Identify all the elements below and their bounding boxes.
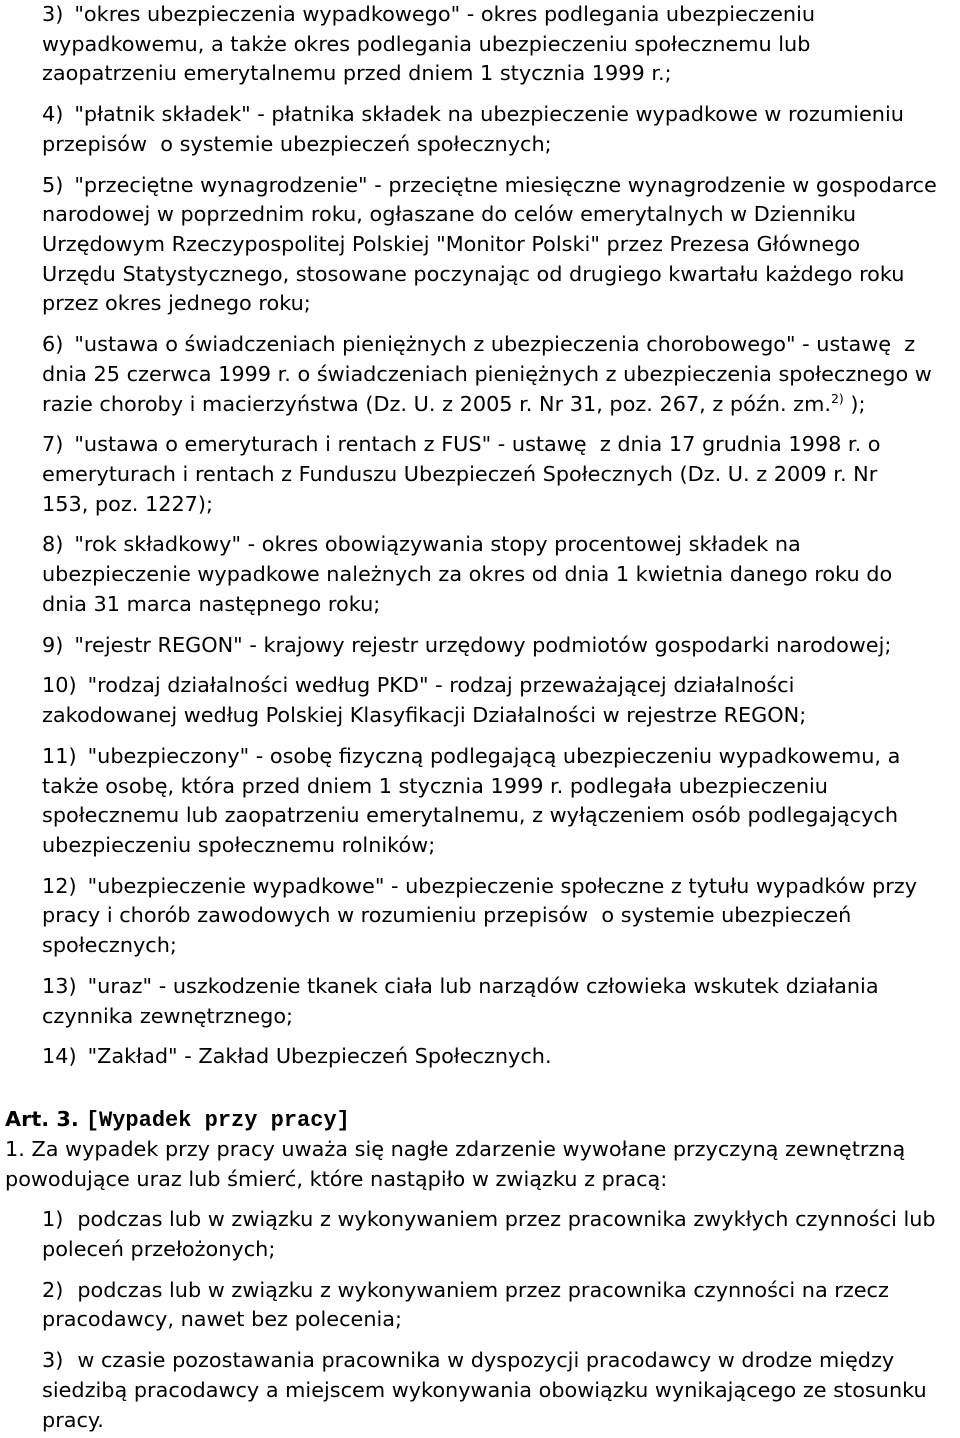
definition-line (42, 330, 960, 360)
definition-text: "rejestr REGON" - krajowy rejestr urzędowy podmiotów gospodarki narodowej; (74, 632, 892, 657)
definition-item (42, 631, 960, 672)
definition-item (42, 972, 960, 1042)
definition-text: razie choroby i macierzyństwa (Dz. U. z 2005 r. Nr 31, poz. 267, z późn. zm. (42, 391, 831, 416)
definition-line (42, 872, 960, 902)
article-3 (0, 1083, 960, 1435)
definition-line (42, 460, 960, 490)
definition-line (42, 801, 960, 831)
definition-item (42, 530, 960, 630)
definition-number: 8) (42, 532, 64, 557)
definition-line (42, 100, 960, 130)
definition-line (42, 200, 960, 230)
definition-line (42, 590, 960, 620)
footnote-reference: 2) (830, 390, 844, 406)
definition-text: "ubezpieczenie wypadkowe" - ubezpieczenie społeczne z tytułu wypadków przy (87, 873, 917, 898)
definition-number: 4) (42, 102, 64, 127)
definition-line (42, 701, 960, 731)
definition-line (42, 831, 960, 861)
definition-text: dnia 25 czerwca 1999 r. o świadczeniach pieniężnych z ubezpieczenia społecznego w (42, 361, 932, 386)
definition-line (42, 30, 960, 60)
definition-line (42, 1042, 960, 1072)
article-point-text: w czasie pozostawania pracownika w dyspozycji pracodawcy w drodze między (77, 1348, 895, 1373)
definition-line (42, 671, 960, 701)
definition-line (42, 1002, 960, 1032)
article-point-item (42, 1276, 960, 1346)
definition-line (42, 631, 960, 661)
definition-line (42, 59, 960, 89)
paragraph-line (5, 1135, 960, 1165)
definition-item (42, 1042, 960, 1083)
definition-text: przepisów o systemie ubezpieczeń społecznych; (42, 131, 552, 156)
article-point-item (42, 1346, 960, 1435)
article-point-text: pracodawcy, nawet bez polecenia; (42, 1307, 403, 1332)
definition-line (42, 430, 960, 460)
definition-text: także osobę, która przed dniem 1 stycznia 1999 r. podlegała ubezpieczeniu (42, 773, 828, 798)
article-number: Art. 3. (5, 1107, 79, 1132)
article-point-number: 1) (42, 1207, 64, 1232)
definition-item (42, 742, 960, 872)
definition-text: "okres ubezpieczenia wypadkowego" - okres podlegania ubezpieczeniu (74, 2, 816, 26)
definition-item (42, 330, 960, 430)
definition-line (42, 560, 960, 590)
definition-text: ); (843, 391, 866, 416)
definition-number: 9) (42, 632, 64, 657)
definition-text: ubezpieczenie wypadkowe należnych za okres od dnia 1 kwietnia danego roku do (42, 562, 893, 587)
article-point-number: 3) (42, 1348, 64, 1373)
article-point-line (42, 1346, 960, 1376)
definition-text: 153, poz. 1227); (42, 491, 214, 516)
definition-text: "Zakład" - Zakład Ubezpieczeń Społecznych. (87, 1044, 552, 1069)
definition-text: przez okres jednego roku; (42, 291, 311, 316)
definition-text: emeryturach i rentach z Funduszu Ubezpieczeń Społecznych (Dz. U. z 2009 r. Nr (42, 462, 878, 486)
article-points-list (0, 1205, 960, 1435)
definition-item (42, 171, 960, 331)
definition-number: 5) (42, 172, 64, 197)
definition-text: pracy i chorób zawodowych w rozumieniu przepisów o systemie ubezpieczeń (42, 903, 852, 928)
article-point-line (42, 1205, 960, 1235)
definition-line (42, 171, 960, 201)
definition-line (42, 931, 960, 961)
definition-line (42, 490, 960, 520)
definition-text: społecznemu lub zaopatrzeniu emerytalnemu, z wyłączeniem osób podlegających (42, 803, 899, 828)
article-point-number: 2) (42, 1277, 64, 1302)
definition-text: społecznych; (42, 933, 177, 958)
definition-line (42, 0, 960, 30)
paragraph-text: 1. Za wypadek przy pracy uważa się nagłe zdarzenie wywołane przyczyną zewnętrzną (5, 1136, 906, 1161)
definition-line (42, 230, 960, 260)
definition-line (42, 530, 960, 560)
definition-line (42, 901, 960, 931)
definition-line (42, 390, 960, 420)
article-point-line (42, 1276, 960, 1306)
definition-text: zaopatrzeniu emerytalnemu przed dniem 1 stycznia 1999 r.; (42, 61, 672, 86)
definition-item (42, 430, 960, 530)
article-point-text: poleceń przełożonych; (42, 1236, 276, 1261)
article-title: [Wypadek przy pracy] (85, 1108, 350, 1134)
definition-number: 7) (42, 432, 64, 457)
definition-item (42, 100, 960, 170)
definition-text: Urzędu Statystycznego, stosowane poczynając od drugiego kwartału każdego roku (42, 261, 905, 286)
definition-text: "ubezpieczony" - osobę fizyczną podlegającą ubezpieczeniu wypadkowemu, a (87, 743, 901, 768)
definition-text: "uraz" - uszkodzenie tkanek ciała lub narządów człowieka wskutek działania (87, 973, 879, 998)
definition-text: "rodzaj działalności według PKD" - rodzaj przeważającej działalności (87, 673, 795, 698)
article-point-line (42, 1235, 960, 1265)
paragraph-line (5, 1165, 960, 1195)
definition-number: 3) (42, 2, 64, 26)
paragraph-text: powodujące uraz lub śmierć, które nastąpiło w związku z pracą: (5, 1166, 668, 1191)
article-point-line (42, 1305, 960, 1335)
definition-number: 11) (42, 743, 77, 768)
definition-item (42, 0, 960, 100)
definition-line (42, 772, 960, 802)
article-point-text: podczas lub w związku z wykonywaniem przez pracownika zwykłych czynności lub (77, 1207, 936, 1232)
definition-text: ubezpieczeniu społecznemu rolników; (42, 832, 436, 857)
definition-text: wypadkowemu, a także okres podlegania ubezpieczeniu społecznemu lub (42, 31, 811, 56)
definition-number: 6) (42, 332, 64, 357)
definition-text: czynnika zewnętrznego; (42, 1003, 294, 1028)
definition-text: "płatnik składek" - płatnika składek na ubezpieczenie wypadkowe w rozumieniu (74, 102, 904, 127)
article-point-text: siedzibą pracodawcy a miejscem wykonywania obowiązku wynikającego ze stosunku (42, 1377, 927, 1402)
definition-line (42, 972, 960, 1002)
definition-number: 14) (42, 1044, 77, 1069)
definition-line (42, 742, 960, 772)
definition-item (42, 671, 960, 741)
article-point-line (42, 1376, 960, 1406)
definition-line (42, 260, 960, 290)
definition-number: 10) (42, 673, 77, 698)
article-point-line (42, 1406, 960, 1436)
definition-text: "przeciętne wynagrodzenie" - przeciętne miesięczne wynagrodzenie w gospodarce (74, 172, 937, 197)
definition-text: "ustawa o emeryturach i rentach z FUS" - ustawę z dnia 17 grudnia 1998 r. o (74, 432, 881, 457)
definition-line (42, 130, 960, 160)
definition-text: "ustawa o świadczeniach pieniężnych z ubezpieczenia chorobowego" - ustawę z (74, 332, 916, 357)
article-point-text: podczas lub w związku z wykonywaniem przez pracownika czynności na rzecz (77, 1277, 889, 1302)
definition-text: narodowej w poprzednim roku, ogłaszane do celów emerytalnych w Dzienniku (42, 202, 857, 227)
definition-number: 13) (42, 973, 77, 998)
definition-text: zakodowanej według Polskiej Klasyfikacji Działalności w rejestrze REGON; (42, 703, 807, 728)
article-point-item (42, 1205, 960, 1275)
article-paragraph-1 (0, 1135, 960, 1205)
definition-line (42, 289, 960, 319)
definition-number: 12) (42, 873, 77, 898)
definition-line (42, 360, 960, 390)
definition-text: dnia 31 marca następnego roku; (42, 591, 381, 616)
article-point-text: pracy. (42, 1407, 104, 1432)
definition-text: Urzędowym Rzeczypospolitej Polskiej "Monitor Polski" przez Prezesa Głównego (42, 232, 861, 256)
article-heading (0, 1105, 960, 1135)
definition-text: "rok składkowy" - okres obowiązywania stopy procentowej składek na (74, 532, 801, 557)
definition-item (42, 872, 960, 972)
